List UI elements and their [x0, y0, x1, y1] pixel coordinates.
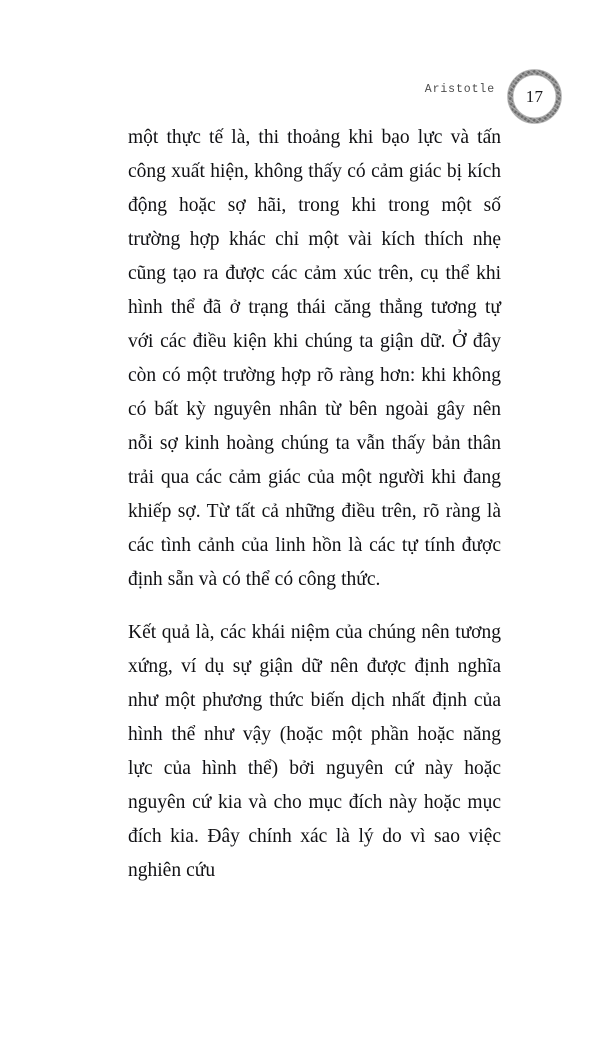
body-paragraph-1: một thực tế là, thi thoảng khi bạo lực và tấn công xuất hiện, không thấy có cảm giác bị kích động hoặc sợ hãi, trong khi trong một số trường hợp khác chỉ một vài kích thích nhẹ cũng tạo ra được các cảm xúc trên, cụ thể khi hình thể đã ở trạng thái căng thẳng tương tự với các điều kiện khi chúng ta giận dữ. Ở đây còn có một trường hợp rõ ràng hơn: khi không có bất kỳ nguyên nhân từ bên ngoài gây nên nỗi sợ kinh hoàng chúng ta vẫn thấy bản thân trải qua các cảm giác của một người khi đang khiếp sợ. Từ tất cả những điều trên, rõ ràng là các tình cảnh của linh hồn là các tự tính được định sẵn và có thể có công thức. — [128, 127, 501, 590]
body-paragraph-2: Kết quả là, các khái niệm của chúng nên tương xứng, ví dụ sự giận dữ nên được định nghĩa như một phương thức biến dịch nhất định của hình thể như vậy (hoặc một phần hoặc năng lực của hình thể) bởi nguyên cứ này hoặc nguyên cứ kia và cho mục đích này hoặc mục đích kia. Đây chính xác là lý do vì sao việc nghiên cứu — [128, 622, 501, 881]
body-text-column — [128, 121, 501, 888]
page-number: 17 — [525, 86, 544, 106]
running-header — [0, 62, 600, 130]
running-header-book-title: Aristotle — [424, 83, 495, 96]
page-folio — [506, 68, 563, 125]
